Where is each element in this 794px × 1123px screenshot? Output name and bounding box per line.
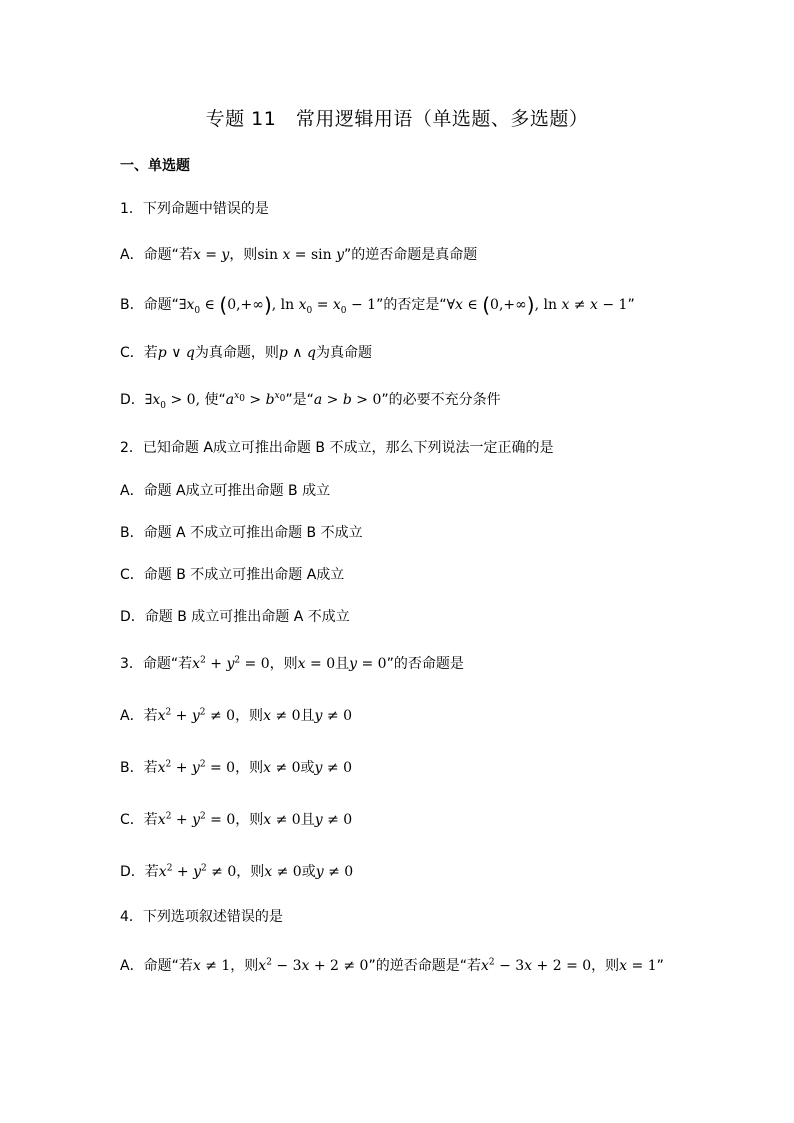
question-2-option-b: B．命题 A 不成立可推出命题 B 不成立 <box>120 525 363 541</box>
question-1-option-c: C．若p ∨ q为真命题，则p ∧ q为真命题 <box>120 345 372 361</box>
question-2-option-c: C．命题 B 不成立可推出命题 A成立 <box>120 567 345 583</box>
question-3-option-b: B．若$x^2 + y^2 = 0$，则x ≠ 0或y ≠ 0 <box>120 759 353 776</box>
question-3-option-c: C．若$x^2 + y^2 = 0$，则x ≠ 0且y ≠ 0 <box>120 811 353 828</box>
question-2-option-d: D．命题 B 成立可推出命题 A 不成立 <box>120 609 350 625</box>
question-1-option-d: D．$\exists x_0 > 0$, 使“$a^{x_0} > b^{x_0}$”是“a > b > 0”的必要不充分条件 <box>120 391 501 411</box>
question-4-option-a: A．命题“若x ≠ 1，则$x^2 - 3x + 2 \ne 0$”的逆否命题是“若$x^2 - 3x + 2 = 0$，则x = 1” <box>120 957 664 974</box>
question-1-option-b: B．命题“$\exists x_0$ ∈ (0,+∞), $\ln x_0 = x_0 - 1$”的否定是“∀x ∈ (0,+∞), ln x ≠ x − 1” <box>120 293 635 317</box>
question-3-option-a: A．若$x^2 + y^2 \ne 0$，则x ≠ 0且y ≠ 0 <box>120 707 352 724</box>
section-heading: 一、单选题 <box>120 158 190 174</box>
question-1-stem: 1．下列命题中错误的是 <box>120 201 269 217</box>
question-4-stem: 4．下列选项叙述错误的是 <box>120 909 283 925</box>
question-3-stem: 3．命题“若$x^2 + y^2 = 0$，则x = 0且y = 0”的否命题是 <box>120 655 464 672</box>
question-3-option-d: D．若$x^2 + y^2 \ne 0$，则x ≠ 0或y ≠ 0 <box>120 863 354 880</box>
question-2-option-a: A．命题 A成立可推出命题 B 成立 <box>120 483 331 499</box>
page-title: 专题 11 常用逻辑用语（单选题、多选题） <box>205 108 589 130</box>
question-1-option-a: A．命题“若x = y，则sin x = sin y”的逆否命题是真命题 <box>120 247 478 263</box>
question-2-stem: 2．已知命题 A成立可推出命题 B 不成立，那么下列说法一定正确的是 <box>120 440 554 456</box>
